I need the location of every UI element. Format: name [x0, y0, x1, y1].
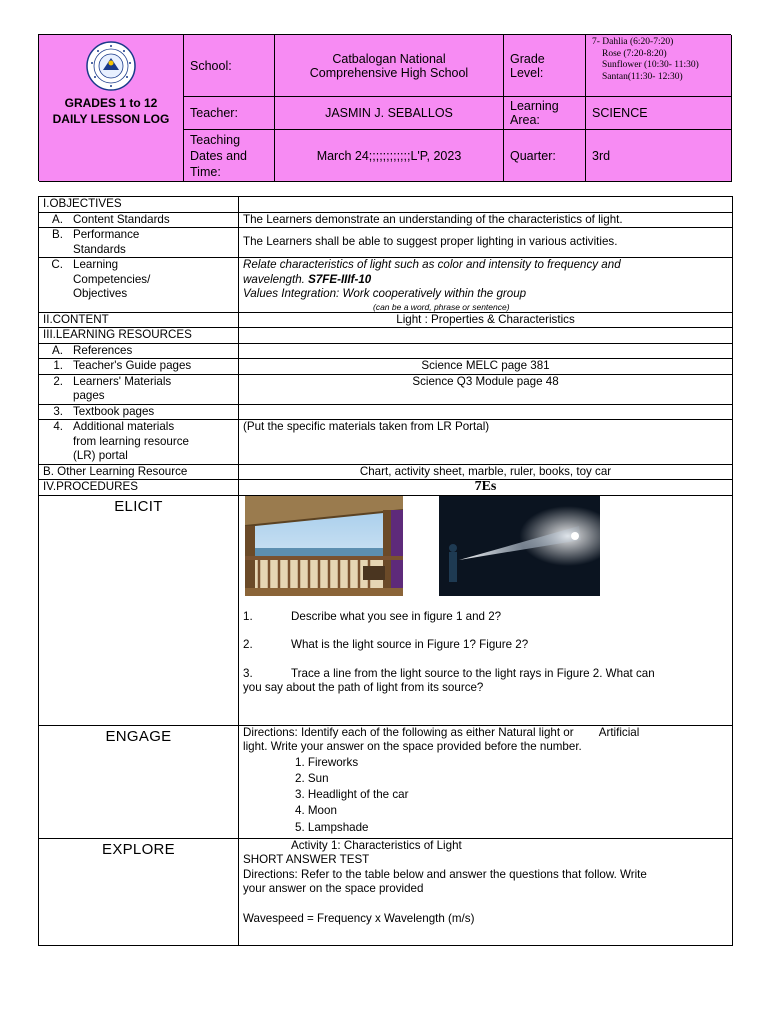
competencies-label-line3: Objectives [73, 287, 128, 300]
q3-text-line1: Trace a line from the light source to the light rays in Figure 2. What can [291, 666, 655, 680]
other-resources-label: B. Other Learning Resource [39, 464, 239, 480]
learners-materials-label-line2: pages [73, 389, 105, 402]
performance-label-line2: Standards [73, 242, 126, 256]
engage-item: 1. Fireworks [295, 755, 359, 769]
objectives-heading-row [39, 197, 733, 213]
method-7es: 7Es [239, 480, 733, 496]
explore-label: EXPLORE [102, 840, 175, 858]
section-rose: Rose (7:20-8:20) [602, 48, 667, 59]
q3-text-line2: you say about the path of light from its source? [243, 681, 484, 694]
q2-text: What is the light source in Figure 1? Figure 2? [291, 638, 529, 651]
references-marker: A. [52, 343, 63, 357]
elicit-question-2 [243, 638, 728, 653]
textbook-row [39, 404, 733, 420]
q1-text: Describe what you see in figure 1 and 2? [291, 609, 502, 623]
grade-label-line1: Grade [510, 51, 545, 66]
other-resources-row [39, 464, 733, 480]
competency-code: S7FE-IIIf-10 [308, 272, 372, 286]
teachers-guide-label: Teacher's Guide pages [73, 359, 192, 372]
deped-logo-cell [39, 35, 184, 182]
teachers-guide-row [39, 359, 733, 375]
additional-materials-value: (Put the specific materials taken from LR Portal) [239, 420, 733, 465]
section-dahlia: 7- Dahlia (6:20-7:20) [592, 37, 674, 47]
textbook-label: Textbook pages [73, 404, 155, 418]
explore-activity: Activity 1: Characteristics of Light [291, 838, 462, 852]
content-standards-marker: A. [52, 212, 63, 226]
engage-item: 3. Headlight of the car [295, 788, 409, 802]
engage-directions-line2: light. Write your answer on the space provided before the number. [243, 740, 582, 753]
values-integration: Values Integration: Work cooperatively within the group [243, 287, 527, 300]
textbook-marker: 3. [53, 404, 63, 418]
section-santan: Santan(11:30- 12:30) [602, 71, 683, 82]
school-label: School: [184, 35, 275, 97]
learners-materials-label-line1: Learners' Materials [73, 374, 172, 388]
deped-seal-icon [86, 41, 136, 91]
content-row [39, 312, 733, 328]
explore-row [39, 838, 733, 945]
engage-directions-line1: Directions: Identify each of the following as either Natural light or Artificial [243, 725, 640, 739]
dates-label-line1: Teaching [190, 132, 241, 147]
figure-2-flashlight-image [439, 496, 600, 596]
explore-directions-line2: your answer on the space provided [243, 882, 424, 896]
engage-list [243, 755, 728, 836]
learning-area-label [504, 97, 586, 130]
competencies-label-line2: Competencies/ [73, 272, 151, 286]
lesson-log-header [38, 34, 731, 181]
performance-label-line1: Performance [73, 228, 140, 241]
elicit-question-1 [243, 610, 728, 625]
content-standards-row [39, 212, 733, 228]
references-label: References [73, 343, 133, 357]
learning-area-label-line2: Area: [510, 113, 540, 127]
content-standards-value: The Learners demonstrate an understanding of the characteristics of light. [239, 212, 733, 228]
performance-standards-marker: B. [52, 228, 63, 241]
engage-item: 4. Moon [295, 804, 337, 818]
grade-label-line2: Level: [510, 65, 544, 80]
quarter-value: 3rd [586, 130, 732, 182]
teaching-dates-value: March 24;;;;;;;;;;;;L'P, 2023 [275, 130, 504, 182]
engage-item: 5. Lampshade [295, 820, 369, 834]
additional-materials-marker: 4. [53, 420, 63, 433]
q1-number: 1. [243, 609, 253, 623]
objectives-note: (can be a word, phrase or sentence) [373, 301, 510, 312]
quarter-label: Quarter: [504, 130, 586, 182]
objectives-heading: I.OBJECTIVES [39, 197, 239, 213]
teacher-label: Teacher: [184, 97, 275, 130]
competency-text-line2: wavelength. [243, 272, 305, 286]
grade-level-label [504, 35, 586, 97]
learning-area-label-line1: Learning [510, 99, 559, 113]
engage-label: ENGAGE [105, 727, 172, 745]
q3-number: 3. [243, 666, 253, 680]
lesson-log-table [38, 196, 733, 946]
learners-materials-value: Science Q3 Module page 48 [239, 374, 733, 404]
competency-text-line1: Relate characteristics of light such as color and intensity to frequency and [243, 258, 621, 271]
additional-materials-label-line3: (LR) portal [73, 449, 128, 462]
explore-directions-line1: Directions: Refer to the table below and answer the questions that follow. Write [243, 867, 647, 881]
teaching-dates-label [184, 130, 275, 182]
q2-number: 2. [243, 638, 253, 651]
learning-resources-heading: III.LEARNING RESOURCES [39, 328, 239, 344]
learning-competencies-row [39, 258, 733, 313]
teachers-guide-value: Science MELC page 381 [239, 359, 733, 375]
procedures-heading: IV.PROCEDURES [39, 480, 239, 496]
figure-1-beach-balcony-image [245, 496, 403, 596]
grade-level-sections [586, 35, 732, 97]
teachers-guide-marker: 1. [53, 359, 63, 372]
learners-materials-row [39, 374, 733, 404]
additional-materials-row [39, 420, 733, 465]
learning-resources-row [39, 328, 733, 344]
competencies-label-line1: Learning [73, 258, 119, 271]
elicit-figures [243, 496, 728, 600]
elicit-row [39, 495, 733, 725]
learners-materials-marker: 2. [53, 374, 63, 388]
school-line1: Catbalogan National [332, 51, 446, 66]
elicit-label: ELICIT [114, 497, 163, 515]
content-standards-label: Content Standards [73, 212, 170, 226]
performance-standards-value: The Learners shall be able to suggest proper lighting in various activities. [239, 228, 733, 258]
wavespeed-formula: Wavespeed = Frequency x Wavelength (m/s) [243, 911, 475, 925]
references-row [39, 343, 733, 359]
school-line2: Comprehensive High School [309, 65, 469, 80]
dates-label-line2: Dates and [190, 148, 247, 163]
performance-standards-row [39, 228, 733, 258]
learning-area-value: SCIENCE [586, 97, 732, 130]
additional-materials-label-line2: from learning resource [73, 434, 189, 448]
competencies-value [239, 258, 733, 313]
elicit-question-3 [243, 667, 728, 696]
dates-label-line3: Time: [190, 164, 221, 179]
teacher-name: JASMIN J. SEBALLOS [275, 97, 504, 130]
procedures-heading-row [39, 480, 733, 496]
engage-row [39, 725, 733, 838]
competencies-marker: C. [51, 258, 63, 271]
engage-item: 2. Sun [295, 771, 329, 785]
other-resources-value: Chart, activity sheet, marble, ruler, books, toy car [239, 464, 733, 480]
content-value: Light : Properties & Characteristics [239, 312, 733, 328]
content-heading: II.CONTENT [39, 312, 239, 328]
log-title-line1: GRADES 1 to 12 [64, 96, 158, 110]
additional-materials-label-line1: Additional materials [73, 420, 175, 433]
school-value [275, 35, 504, 97]
explore-test-title: SHORT ANSWER TEST [243, 853, 370, 867]
log-title-line2: DAILY LESSON LOG [52, 112, 170, 126]
section-sunflower: Sunflower (10:30- 11:30) [602, 60, 699, 70]
